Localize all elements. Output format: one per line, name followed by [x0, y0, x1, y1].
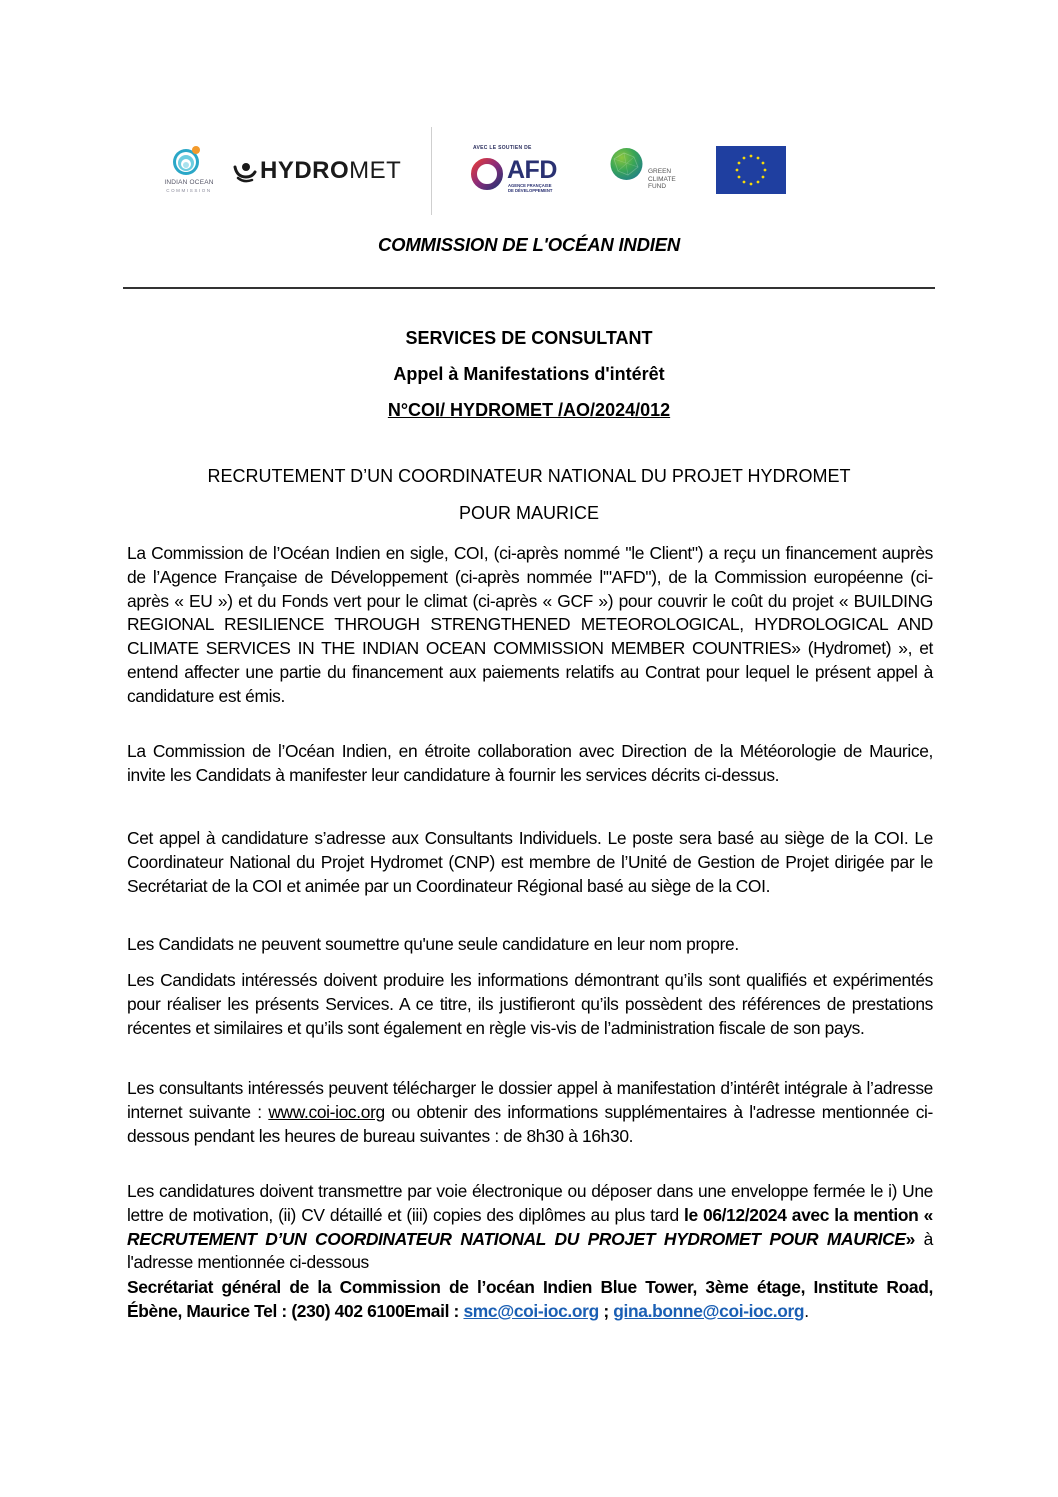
address-end: . — [804, 1300, 809, 1321]
paragraph-funding: La Commission de l’Océan Indien en sigle, COI, (ci-après nommé "le Client") a reçu un financement auprès de l’Agence Française de Développement (ci-après nommée l'"AFD"), de la Commission européenne (ci-après « EU ») et du Fonds vert pour le climat (ci-après « GCF ») pour couvrir le coût du projet « BUILDING REGIONAL RESILIENCE THROUGH STRENGTHENED METEOROLOGICAL, HYDROLOGICAL AND CLIMATE SERVICES IN THE INDIAN OCEAN COMMISSION MEMBER COUNTRIES» (Hydromet) », et entend affecter une partie du financement aux paiements relatifs au Contrat pour lequel le présent appel à candidature est émis. — [127, 543, 933, 706]
hydromet-wordmark — [260, 157, 401, 185]
afd-sub2: DE DÉVELOPPEMENT — [508, 188, 553, 193]
call-heading: Appel à Manifestations d'intérêt — [393, 364, 665, 384]
email-link-gina[interactable]: gina.bonne@coi-ioc.org — [613, 1300, 805, 1321]
organization-title: COMMISSION DE L'OCÉAN INDIEN — [377, 234, 680, 255]
horizontal-rule — [123, 287, 935, 289]
afd-logo — [470, 145, 570, 201]
submission-text-before: Les candidatures doivent transmettre par voie électronique ou déposer dans une enveloppe fermée le i) Une lettre de motivation, (ii) CV détaillé et (iii) copies des diplômes au plus tard — [127, 1181, 933, 1225]
hydromet-regular: MET — [349, 157, 402, 184]
ioc-logo-text — [154, 179, 224, 195]
afd-caption: AVEC LE SOUTIEN DE — [473, 145, 532, 151]
recruitment-title-line1: RECRUTEMENT D’UN COORDINATEUR NATIONAL DU PROJET HYDROMET — [207, 466, 851, 486]
ioc-swirl-icon — [171, 143, 205, 177]
address-text: Secrétariat général de la Commission de l’océan Indien Blue Tower, 3ème étage, Institute Road, Ébène, Maurice Tel : (230) 402 6100Email : — [127, 1277, 933, 1321]
gcf-line3: FUND — [648, 183, 667, 190]
afd-subtitle — [508, 183, 552, 193]
hydromet-wave-icon — [232, 159, 258, 183]
email-separator: ; — [598, 1300, 614, 1321]
paragraph-position: Cet appel à candidature s’adresse aux Consultants Individuels. Le poste sera basé au siège de la COI. Le Coordinateur National du Projet Hydromet (CNP) est membre de l’Unité de Gestion de Projet dirigée par le Secrétariat de la COI et animée par un Coordinateur Régional basé au siège de la COI. — [127, 828, 933, 896]
services-heading: SERVICES DE CONSULTANT — [405, 328, 653, 348]
recruitment-title-line2: POUR MAURICE — [458, 503, 599, 523]
hydromet-logo — [232, 157, 401, 185]
mention-close: » — [905, 1228, 915, 1249]
reference-number: N°COI/ HYDROMET /AO/2024/012 — [387, 400, 671, 420]
afd-sub1: AGENCE FRANÇAISE — [508, 183, 552, 188]
paragraph-address — [127, 1276, 933, 1324]
gcf-line1: GREEN — [648, 168, 672, 175]
paragraph-single-application: Les Candidats ne peuvent soumettre qu'une seule candidature en leur nom propre. — [127, 934, 739, 954]
mention-text: RECRUTEMENT D’UN COORDINATEUR NATIONAL DU PROJET HYDROMET POUR MAURICE — [127, 1228, 906, 1249]
afd-ring-icon — [470, 157, 504, 191]
gcf-line2: CLIMATE — [648, 175, 676, 183]
download-text-before: Les consultants intéressés peuvent télécharger le dossier appel à manifestation d’intérêt intégrale à l’adresse internet suivante : — [127, 1078, 933, 1122]
logo-divider — [431, 127, 432, 215]
download-text-after: ou obtenir des informations supplémentaires à l'adresse mentionnée ci-dessous pendant les heures de bureau suivantes : de 8h30 à 16h30. — [127, 1101, 933, 1146]
indian-ocean-commission-logo — [154, 143, 214, 203]
ioc-line2: COMMISSION — [166, 188, 212, 193]
paragraph-invitation: La Commission de l’Océan Indien, en étroite collaboration avec Direction de la Météorologie de Maurice, invite les Candidats à manifester leur candidature à fournir les services décrits ci-dessus. — [127, 741, 933, 785]
green-climate-fund-logo — [610, 147, 690, 197]
logo-strip — [140, 125, 800, 217]
deadline-text: le 06/12/2024 avec la mention « — [684, 1204, 933, 1225]
paragraph-qualifications: Les Candidats intéressés doivent produire les informations démontrant qu’ils sont qualifiés et expérimentés pour réaliser les présents Services. A ce titre, ils justifieront qu’ils possèdent des références de prestations récentes et similaires et qu’ils sont également en règle vis-vis de l’administration fiscale de son pays. — [127, 970, 933, 1038]
afd-wordmark: AFD — [507, 156, 557, 184]
ioc-line1: INDIAN OCEAN — [164, 179, 214, 186]
paragraph-download — [127, 1077, 933, 1148]
email-link-smc[interactable]: smc@coi-ioc.org — [463, 1300, 599, 1321]
eu-flag-icon — [716, 146, 786, 194]
paragraph-submission — [127, 1180, 933, 1275]
website-link[interactable]: www.coi-ioc.org — [268, 1101, 385, 1122]
recruitment-title — [0, 458, 1058, 532]
submission-text-after: à l'adresse mentionnée ci-dessous — [127, 1228, 933, 1273]
gcf-text — [648, 168, 676, 191]
gcf-sphere-icon — [610, 147, 643, 181]
hydromet-bold: HYDRO — [260, 157, 350, 184]
